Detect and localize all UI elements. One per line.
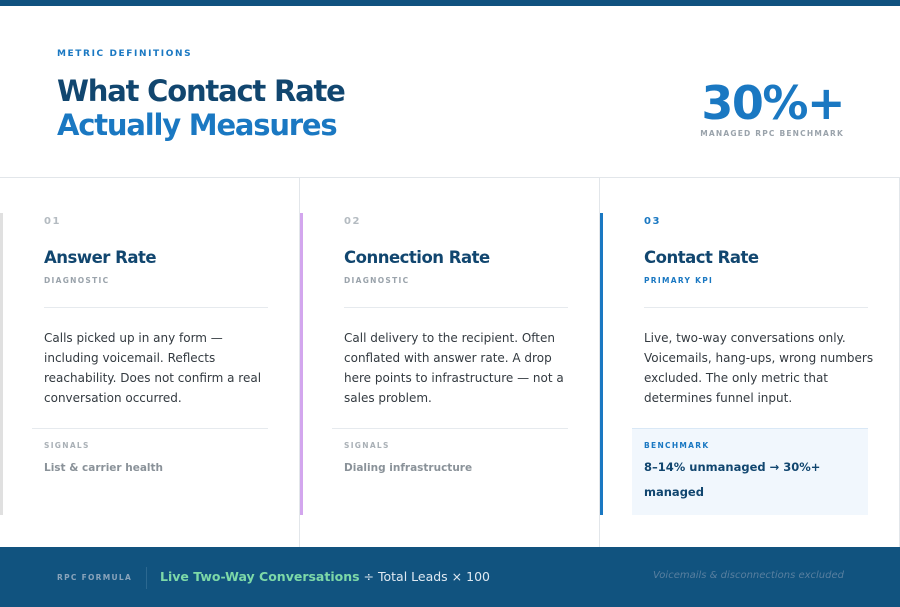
card-accent-bar xyxy=(0,213,3,515)
card-number: 01 xyxy=(44,216,61,227)
divider xyxy=(344,307,568,308)
signal-value: Dialing infrastructure xyxy=(344,462,473,474)
card-description: Call delivery to the recipient. Often conflated with answer rate. A drop here points to infrastructure — not a sales problem. xyxy=(344,331,564,405)
card-description: Calls picked up in any form — including voicemail. Reflects reachability. Does not confirm a real conversation occurred. xyxy=(44,331,262,405)
signal-label: BENCHMARK xyxy=(644,441,710,450)
title-line-2: Actually Measures xyxy=(57,108,337,142)
divider xyxy=(44,307,268,308)
header xyxy=(0,6,900,178)
signal-box xyxy=(632,428,868,515)
signal-label: SIGNALS xyxy=(344,441,390,450)
eyebrow: METRIC DEFINITIONS xyxy=(57,49,193,59)
signal-value: 8–14% unmanaged → 30%+ managed xyxy=(644,460,821,499)
formula-note: Voicemails & disconnections excluded xyxy=(653,570,844,581)
signal-box xyxy=(32,428,268,515)
benchmark-label: MANAGED RPC BENCHMARK xyxy=(700,129,844,138)
title-line-1: What Contact Rate xyxy=(57,74,345,108)
card-title: Contact Rate xyxy=(644,248,759,267)
card-tag: DIAGNOSTIC xyxy=(344,276,410,285)
formula-footer xyxy=(0,547,900,607)
formula-highlight: Live Two-Way Conversations xyxy=(160,569,360,584)
signal-label: SIGNALS xyxy=(44,441,90,450)
page-title xyxy=(57,74,345,142)
card-tag: DIAGNOSTIC xyxy=(44,276,110,285)
divider xyxy=(644,307,868,308)
formula-rest: ÷ Total Leads × 100 xyxy=(359,569,490,584)
metric-card xyxy=(600,178,900,547)
card-number: 02 xyxy=(344,216,361,227)
metric-card xyxy=(0,178,300,547)
signal-box xyxy=(332,428,568,515)
divider xyxy=(146,567,147,589)
signal-value: List & carrier health xyxy=(44,462,164,474)
benchmark-value: 30%+ xyxy=(701,76,844,130)
card-description: Live, two-way conversations only. Voicemails, hang-ups, wrong numbers excluded. The only metric that determines funnel input. xyxy=(644,331,874,405)
formula xyxy=(160,569,490,584)
card-tag: PRIMARY KPI xyxy=(644,276,714,285)
formula-label: RPC FORMULA xyxy=(57,573,133,582)
metric-card xyxy=(300,178,600,547)
card-title: Answer Rate xyxy=(44,248,157,267)
card-accent-bar xyxy=(300,213,303,515)
card-accent-bar xyxy=(600,213,603,515)
card-number: 03 xyxy=(644,216,661,227)
card-title: Connection Rate xyxy=(344,248,490,267)
